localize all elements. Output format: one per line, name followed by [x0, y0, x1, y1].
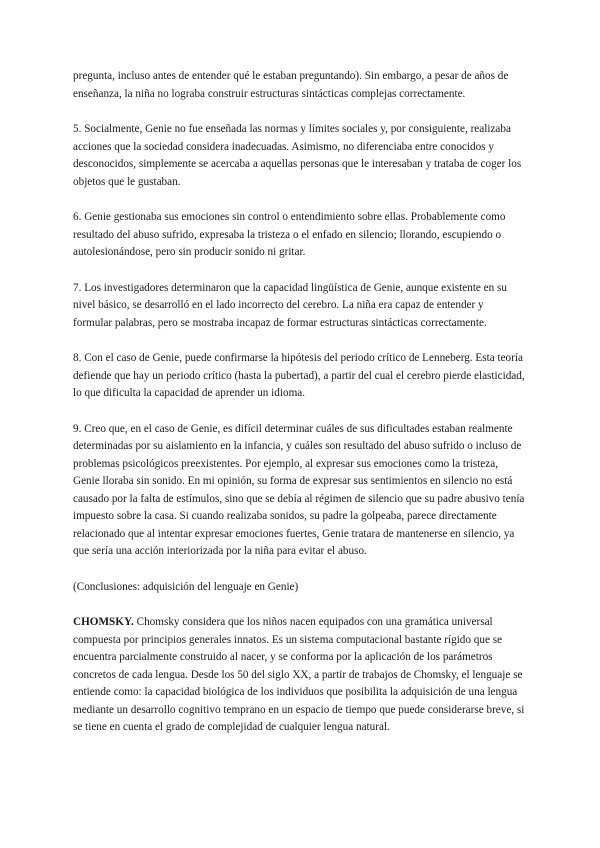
paragraph-8: 8. Con el caso de Genie, puede confirmarse la hipótesis del periodo crítico de Lenneberg. Esta teoría defiende que hay un periodo crítico (hasta la pubertad), a partir del cual el cerebro pierde elasticidad, lo que dificulta la capacidad de aprender un idioma. [73, 352, 525, 399]
conclusions-heading: (Conclusiones: adquisición del lenguaje en Genie) [73, 580, 299, 593]
paragraph-continuation: pregunta, incluso antes de entender qué le estaban preguntando). Sin embargo, a pesar de años de enseñanza, la niña no lograba construir estructuras sintácticas complejas correctamente. [73, 70, 509, 100]
paragraph-5: 5. Socialmente, Genie no fue enseñada las normas y límites sociales y, por consiguiente, realizaba acciones que la sociedad considera inadecuadas. Asimismo, no diferenciaba entre conocidos y desconocidos, simplemente se acercaba a aquellas personas que le interesaban y trataba de coger los objetos que le gustaban. [73, 123, 522, 188]
paragraph-chomsky [73, 614, 525, 737]
document-page [73, 68, 525, 755]
chomsky-body: Chomsky considera que los niños nacen equipados con una gramática universal compuesta por principios generales innatos. Es un sistema computacional bastante rígido que se encuentra parcialmente construido al nacer, y se conforma por la aplicación de los parámetros concretos de cada lengua. Desde los 50 del siglo XX, a partir de trabajos de Chomsky, el lenguaje se entiende como: la capacidad biológica de los individuos que posibilita la adquisición de una lengua mediante un desarrollo cognitivo temprano en un espacio de tiempo que puede considerarse breve, si se tiene en cuenta el grado de complejidad de cualquier lengua natural. [73, 616, 525, 733]
paragraph-9: 9. Creo que, en el caso de Genie, es difícil determinar cuáles de sus dificultades estaban realmente determinadas por su aislamiento en la infancia, y cuáles son resultado del abuso sufrido o incluso de problemas psicológicos preexistentes. Por ejemplo, al expresar sus emociones como la tristeza, Genie lloraba sin sonido. En mi opinión, su forma de expresar sus sentimientos en silencio no está causado por la falta de estímulos, sino que se debía al régimen de silencio que su padre abusivo tenía impuesto sobre la casa. Si cuando realizaba sonidos, su padre la golpeaba, parece directamente relacionado que al intentar expresar emociones fuertes, Genie tratara de mantenerse en silencio, ya que sería una acción interiorizada por la niña para evitar el abuso. [73, 422, 525, 557]
chomsky-lead: CHOMSKY. [73, 616, 134, 628]
paragraph-7: 7. Los investigadores determinaron que la capacidad lingüística de Genie, aunque existente en su nivel básico, se desarrolló en el lado incorrecto del cerebro. La niña era capaz de entender y formular palabras, pero se mostraba incapaz de formar estructuras sintácticas correctamente. [73, 281, 507, 329]
paragraph-6: 6. Genie gestionaba sus emociones sin control o entendimiento sobre ellas. Probablemente como resultado del abuso sufrido, expresaba la tristeza o el enfado en silencio; llorando, escupiendo o autolesionándose, pero sin producir sonido ni gritar. [73, 211, 506, 258]
